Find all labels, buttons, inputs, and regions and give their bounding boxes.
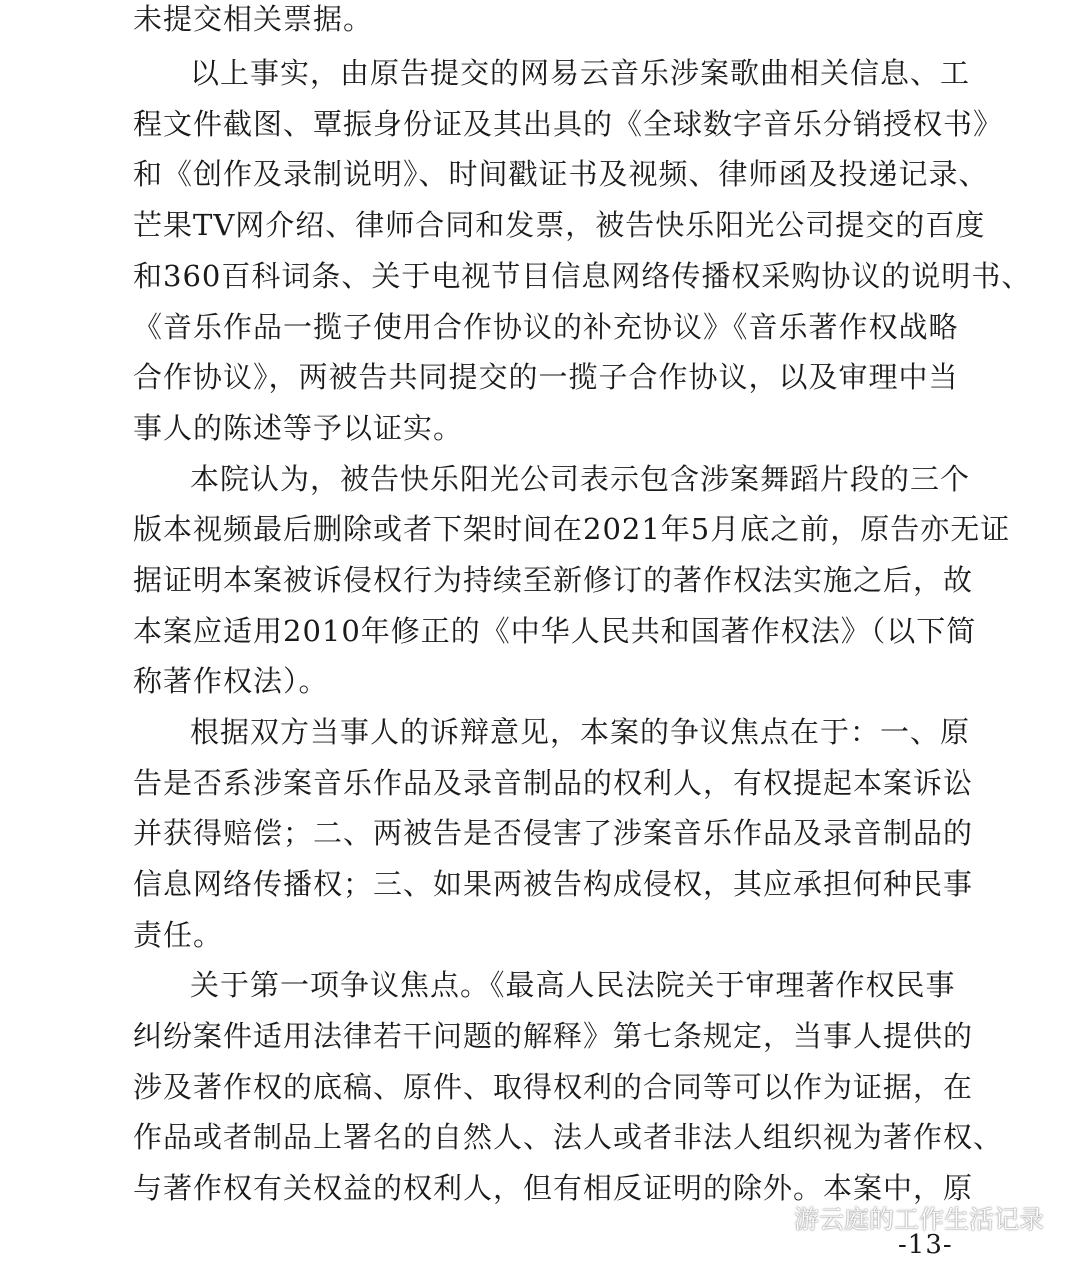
text-line-19: 责任。 <box>133 918 224 952</box>
text-line-16: 告是否系涉案音乐作品及录音制品的权利人，有权提起本案诉讼 <box>133 766 974 800</box>
text-line-14: 称著作权法）。 <box>133 664 329 698</box>
text-line-22: 涉及著作权的底稿、原件、取得权利的合同等可以作为证据，在 <box>133 1070 974 1104</box>
text-line-18: 信息网络传播权；三、如果两被告构成侵权，其应承担何种民事 <box>133 867 974 901</box>
text-line-2: 以上事实，由原告提交的网易云音乐涉案歌曲相关信息、工 <box>190 56 971 90</box>
text-line-23: 作品或者制品上署名的自然人、法人或者非法人组织视为著作权、 <box>133 1120 1004 1154</box>
text-line-7: 《音乐作品一揽子使用合作协议的补充协议》《音乐著作权战略 <box>133 310 959 344</box>
text-line-10: 本院认为，被告快乐阳光公司表示包含涉案舞蹈片段的三个 <box>190 462 971 496</box>
text-line-11: 版本视频最后删除或者下架时间在2021年5月底之前，原告亦无证 <box>133 512 1011 546</box>
text-line-5: 芒果TV网介绍、律师合同和发票，被告快乐阳光公司提交的百度 <box>133 208 986 242</box>
text-line-15: 根据双方当事人的诉辩意见，本案的争议焦点在于：一、原 <box>190 715 971 749</box>
text-line-3: 程文件截图、覃振身份证及其出具的《全球数字音乐分销授权书》 <box>133 107 1004 141</box>
text-line-20: 关于第一项争议焦点。《最高人民法院关于审理著作权民事 <box>190 968 956 1002</box>
text-line-9: 事人的陈述等予以证实。 <box>133 411 464 445</box>
text-line-8: 合作协议》，两被告共同提交的一揽子合作协议，以及审理中当 <box>133 360 959 394</box>
text-line-17: 并获得赔偿；二、两被告是否侵害了涉案音乐作品及录音制品的 <box>133 816 974 850</box>
wechat-icon <box>752 1203 786 1233</box>
text-line-24: 与著作权有关权益的权利人，但有相反证明的除外。本案中，原 <box>133 1171 974 1205</box>
watermark-text: 游云庭的工作生活记录 <box>793 1205 1044 1234</box>
text-line-21: 纠纷案件适用法律若干问题的解释》第七条规定，当事人提供的 <box>133 1019 974 1053</box>
text-line-1: 未提交相关票据。 <box>133 2 374 36</box>
text-line-13: 本案应适用2010年修正的《中华人民共和国著作权法》（以下简 <box>133 614 977 648</box>
text-line-12: 据证明本案被诉侵权行为持续至新修订的著作权法实施之后，故 <box>133 563 974 597</box>
text-line-6: 和360百科词条、关于电视节目信息网络传播权采购协议的说明书、 <box>133 259 1032 293</box>
page-number: -13- <box>898 1230 953 1260</box>
text-line-4: 和《创作及录制说明》、时间戳证书及视频、律师函及投递记录、 <box>133 157 989 191</box>
